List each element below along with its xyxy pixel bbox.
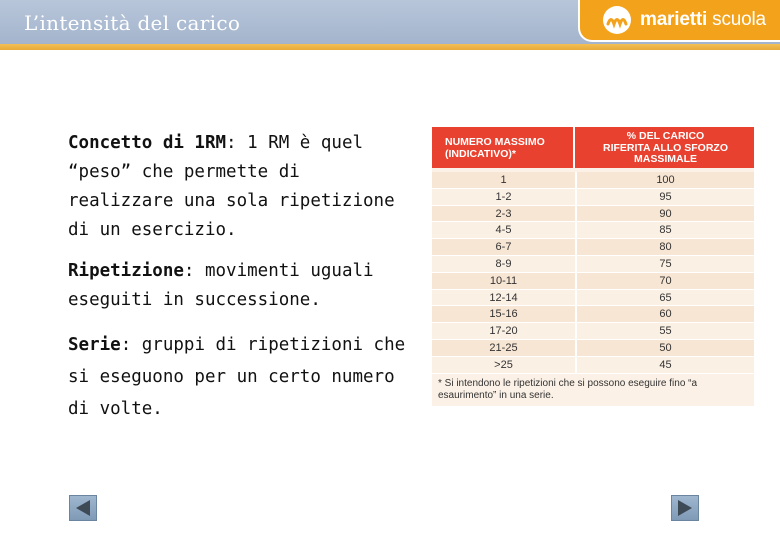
triangle-right-icon	[672, 496, 698, 520]
table-cell-reps: >25	[494, 358, 513, 371]
table-row	[432, 189, 754, 206]
table-cell-reps: 1	[500, 174, 507, 186]
table-cell-reps: 1-2	[495, 190, 512, 203]
table-cell-percent: 85	[659, 224, 672, 237]
table-header-percent	[577, 127, 754, 168]
ripetizione-paragraph	[68, 257, 413, 315]
table-cell-reps: 21-25	[489, 341, 518, 354]
table-cell-percent: 90	[659, 207, 672, 220]
logo-brand: marietti	[640, 9, 708, 30]
table-row	[432, 306, 754, 323]
load-intensity-table	[432, 127, 754, 406]
table-footnote: * Si intendono le ripetizioni che si possono eseguire fino “a esaurimento” in una serie.	[438, 378, 698, 401]
serie-label: Serie	[68, 335, 121, 355]
table-header-percent-line2: RIFERITA ALLO SFORZO	[602, 141, 728, 154]
table-row	[432, 273, 754, 290]
ripetizione-label: Ripetizione	[68, 261, 184, 281]
table-header-percent-line3: MASSIMALE	[634, 153, 697, 165]
next-slide-button[interactable]	[671, 495, 699, 521]
publisher-logo	[578, 0, 780, 42]
table-cell-percent: 55	[659, 325, 672, 338]
table-cell-reps: 17-20	[489, 325, 518, 338]
serie-paragraph	[68, 329, 413, 425]
triangle-left-icon	[70, 496, 96, 520]
table-row	[432, 206, 754, 223]
table-cell-reps: 6-7	[495, 241, 512, 254]
logo-suffix: scuola	[712, 9, 766, 30]
table-cell-percent: 50	[659, 341, 672, 354]
table-cell-reps: 10-11	[489, 274, 518, 287]
serie-text: : gruppi di ripetizioni che si eseguono per un certo numero di volte.	[68, 335, 406, 419]
marietti-logo-icon	[602, 5, 632, 35]
ripetizione-text: : movimenti uguali eseguiti in successione.	[68, 261, 374, 310]
table-header-percent-line1: % DEL CARICO	[626, 130, 705, 142]
table-row	[432, 222, 754, 239]
table-cell-percent: 75	[659, 257, 672, 270]
table-column-divider	[575, 172, 577, 374]
table-row	[432, 256, 754, 273]
concetto-text: : 1 RM è quel “peso” che permette di realizzare una sola ripetizione di un esercizio.	[68, 133, 395, 240]
table-cell-reps: 8-9	[495, 257, 512, 270]
table-header-reps-line2: (INDICATIVO)*	[445, 148, 516, 160]
table-row	[432, 323, 754, 340]
header-bar	[0, 0, 780, 44]
table-cell-percent: 65	[659, 291, 672, 304]
table-cell-percent: 60	[659, 308, 672, 321]
table-cell-reps: 4-5	[495, 224, 512, 237]
table-row	[432, 357, 754, 374]
page-title: L’intensità del carico	[24, 11, 241, 35]
table-header	[432, 127, 754, 168]
main-text	[68, 129, 413, 437]
concetto-paragraph	[68, 129, 413, 245]
table-row	[432, 290, 754, 307]
table-row	[432, 239, 754, 256]
logo-wordmark	[640, 9, 766, 31]
table-cell-percent: 100	[656, 174, 675, 186]
table-cell-reps: 12-14	[489, 291, 518, 304]
table-cell-percent: 45	[659, 358, 672, 371]
table-cell-percent: 95	[659, 190, 672, 203]
table-cell-percent: 80	[659, 241, 672, 254]
previous-slide-button[interactable]	[69, 495, 97, 521]
table-row	[432, 340, 754, 357]
concetto-label: Concetto di 1RM	[68, 133, 227, 153]
table-cell-reps: 15-16	[489, 308, 518, 321]
table-cell-percent: 70	[659, 274, 672, 287]
table-body	[432, 172, 754, 374]
header-accent-line	[0, 44, 780, 50]
table-row	[432, 172, 754, 189]
table-header-reps	[432, 127, 575, 168]
table-header-reps-line1: NUMERO MASSIMO	[445, 136, 545, 148]
table-cell-reps: 2-3	[495, 207, 512, 220]
